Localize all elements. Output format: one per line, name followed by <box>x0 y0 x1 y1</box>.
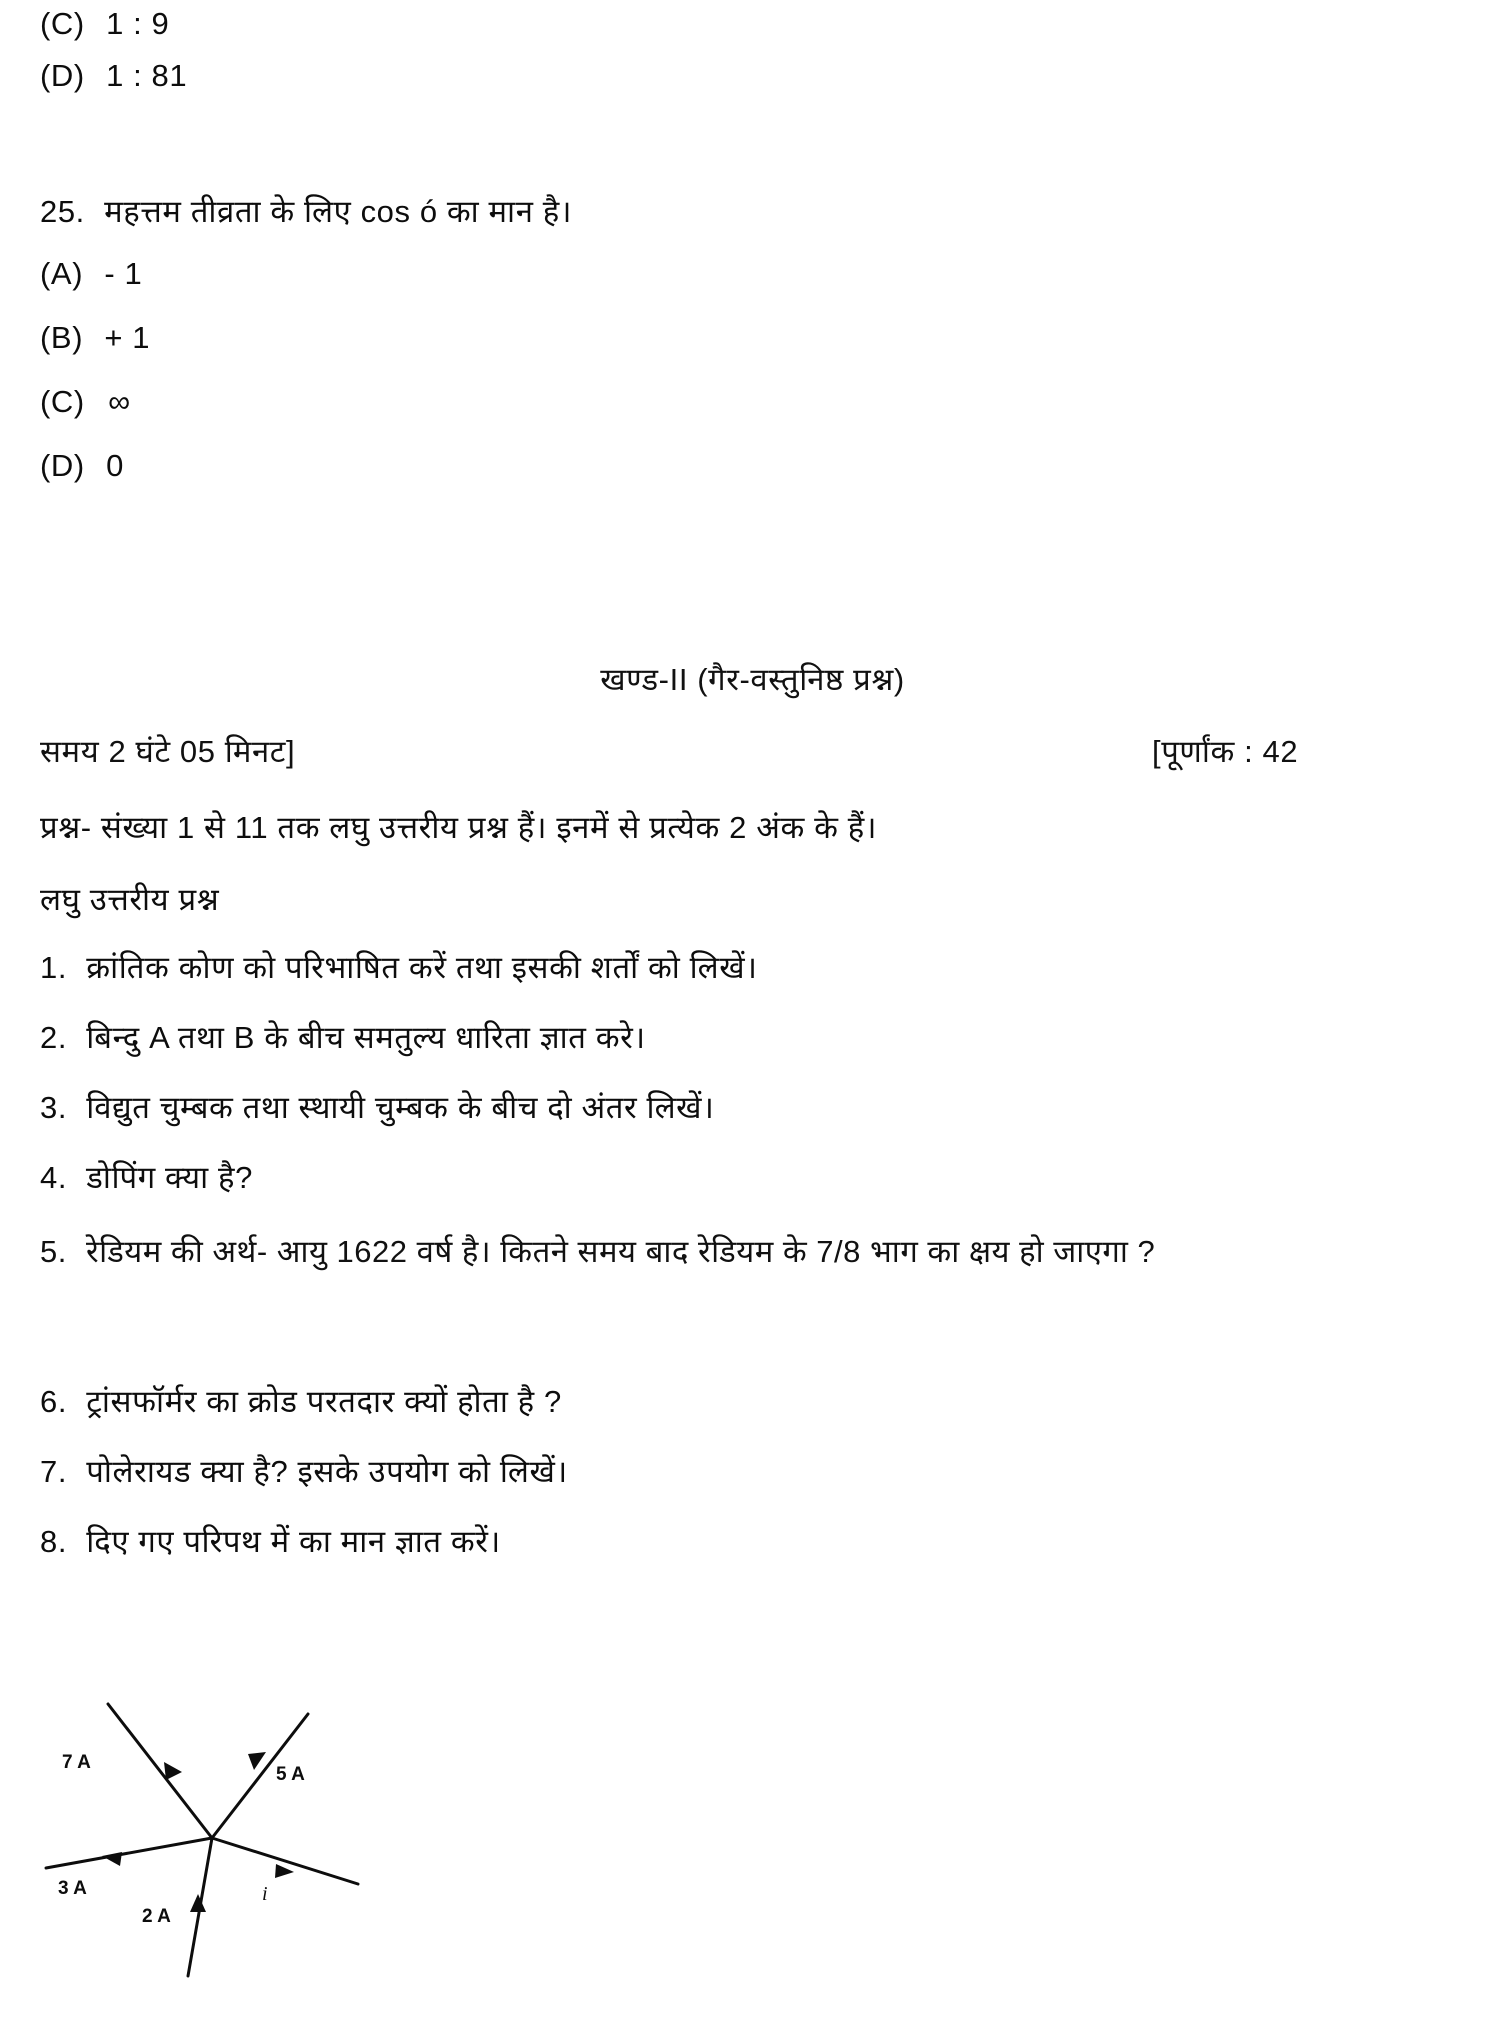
short-question-3 <box>40 1092 715 1123</box>
option-key: (C) <box>40 6 85 41</box>
question-text: महत्तम तीव्रता के लिए cos ó का मान है। <box>104 194 573 229</box>
option-text: 1 : 81 <box>106 58 188 93</box>
short-question-2 <box>40 1022 646 1053</box>
option-key: (A) <box>40 256 84 291</box>
exam-time-label: समय 2 घंटे 05 मिनट] <box>40 734 296 769</box>
current-3a-label: 3 A <box>58 1878 87 1899</box>
question-number: 8. <box>40 1524 68 1559</box>
section-subheading: लघु उत्तरीय प्रश्न <box>40 882 220 917</box>
question-text: बिन्दु A तथा B के बीच समतुल्य धारिता ज्ञात करे। <box>86 1020 646 1055</box>
question-25-option-d <box>40 450 124 481</box>
current-2a-label: 2 A <box>142 1906 171 1927</box>
mcq-option-d-prev <box>40 60 187 91</box>
question-number: 1. <box>40 950 68 985</box>
current-i-label: i <box>262 1883 268 1905</box>
option-key: (D) <box>40 58 85 93</box>
question-number: 2. <box>40 1020 68 1055</box>
question-text: पोलेरायड क्या है? इसके उपयोग को लिखें। <box>86 1454 568 1489</box>
short-question-7 <box>40 1456 568 1487</box>
question-text: विद्युत चुम्बक तथा स्थायी चुम्बक के बीच दो अंतर लिखें। <box>86 1090 715 1125</box>
question-25-option-c <box>40 386 131 417</box>
current-5a-label: 5 A <box>276 1764 305 1785</box>
exam-marks-label: [पूर्णांक : 42 <box>1152 734 1299 769</box>
short-question-6 <box>40 1386 562 1417</box>
section-instruction: प्रश्न- संख्या 1 से 11 तक लघु उत्तरीय प्रश्न हैं। इनमें से प्रत्येक 2 अंक के हैं। <box>40 810 878 845</box>
question-number: 3. <box>40 1090 68 1125</box>
mcq-option-c-prev <box>40 8 169 39</box>
short-question-8 <box>40 1526 501 1557</box>
question-text: ट्रांसफॉर्मर का क्रोड परतदार क्यों होता है ? <box>86 1384 562 1419</box>
option-text: 1 : 9 <box>106 6 170 41</box>
question-text: डोपिंग क्या है? <box>86 1160 253 1195</box>
option-text: 0 <box>106 448 124 483</box>
question-text: दिए गए परिपथ में का मान ज्ञात करें। <box>86 1524 501 1559</box>
short-question-4 <box>40 1162 253 1193</box>
question-number: 7. <box>40 1454 68 1489</box>
question-25-option-a <box>40 258 142 289</box>
option-text: + 1 <box>104 320 151 355</box>
section-heading: खण्ड-II (गैर-वस्तुनिष्ठ प्रश्न) <box>600 662 905 697</box>
option-key: (B) <box>40 320 84 355</box>
option-text: - 1 <box>104 256 143 291</box>
question-text: क्रांतिक कोण को परिभाषित करें तथा इसकी शर्तों को लिखें। <box>86 950 758 985</box>
question-25 <box>40 196 572 227</box>
option-text: ∞ <box>108 384 131 419</box>
circuit-junction-diagram <box>40 1686 460 2016</box>
question-25-option-b <box>40 322 150 353</box>
question-number: 4. <box>40 1160 68 1195</box>
short-question-5 <box>40 1230 1460 1274</box>
option-key: (C) <box>40 384 85 419</box>
current-7a-label: 7 A <box>62 1752 91 1773</box>
question-text: रेडियम की अर्थ- आयु 1622 वर्ष है। कितने समय बाद रेडियम के 7/8 भाग का क्षय हो जाएगा ? <box>85 1234 1156 1269</box>
question-number: 6. <box>40 1384 68 1419</box>
option-key: (D) <box>40 448 85 483</box>
short-question-1 <box>40 952 758 983</box>
question-number: 5. <box>40 1234 67 1269</box>
question-number: 25. <box>40 194 85 229</box>
